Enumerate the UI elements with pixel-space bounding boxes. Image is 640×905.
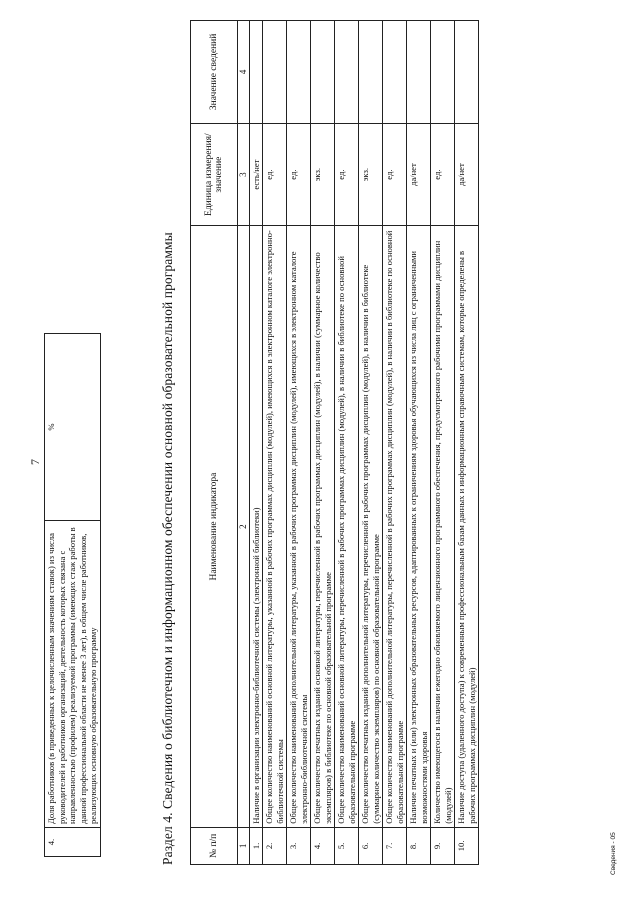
unit-cell: экз.	[359, 123, 383, 226]
table-row	[431, 21, 455, 865]
value-cell[interactable]	[311, 21, 335, 124]
value-cell[interactable]	[383, 21, 407, 124]
header-indicator: Наименование индикатора	[191, 226, 238, 827]
unit-cell: да/нет	[455, 123, 479, 226]
table-row	[383, 21, 407, 865]
indicator-text: Доля работников (в приведенных к целочисленным значениям ставок) из числа руководителей и работников организаций, деятельность которых связана с направленностью (профилем) реализуемой программы (имеющих стаж работы в данной профессиональной области не менее 3 лет), в общем числе работников, реализующих основную образовательную программу	[45, 521, 101, 828]
unit-cell: экз.	[311, 123, 335, 226]
index-cell: 2	[238, 226, 250, 827]
unit-cell: ед.	[335, 123, 359, 226]
index-cell: 4	[238, 21, 250, 124]
row-number: 3.	[287, 827, 311, 864]
unit-cell: ед.	[431, 123, 455, 226]
table-row	[359, 21, 383, 865]
unit-cell: ед.	[287, 123, 311, 226]
header-num: № п/п	[191, 827, 238, 864]
indicator-text: Общее количество печатных изданий основной литературы, перечисленной в рабочих программах дисциплин (модулей), в наличии (суммарное количество экземпляров) в библиотеке по основной образовательной программе	[311, 226, 335, 827]
table-row	[407, 21, 431, 865]
section-title: Раздел 4. Сведения о библиотечном и информационном обеспечении основной образовательной программы	[160, 232, 175, 865]
row-number: 4.	[311, 827, 335, 864]
value-cell[interactable]	[287, 21, 311, 124]
library-info-table	[190, 20, 479, 865]
unit-cell: ед.	[263, 123, 287, 226]
indicator-text: Количество имеющегося в наличии ежегодно обновляемого лицензионного программного обеспечения, предусмотренного рабочими программами дисциплин (модулей)	[431, 226, 455, 827]
value-cell[interactable]	[359, 21, 383, 124]
row-number: 6.	[359, 827, 383, 864]
value-cell[interactable]	[263, 21, 287, 124]
row-number: 7.	[383, 827, 407, 864]
value-cell[interactable]	[407, 21, 431, 124]
unit-cell: %	[45, 334, 101, 521]
indicator-text: Общее количество наименований основной литературы, перечисленной в рабочих программах дисциплин (модулей), в наличии в библиотеке по основной образовательной программе	[335, 226, 359, 827]
indicator-text: Наличие доступа (удаленного доступа) к современным профессиональным базам данных и информационным справочным системам, которые определены в рабочих программах дисциплин (модулей)	[455, 226, 479, 827]
header-row	[191, 21, 238, 865]
indicator-text: Общее количество наименований дополнительной литературы, перечисленной в рабочих программах дисциплин (модулей), в наличии в библиотеке по основной образовательной программе	[383, 226, 407, 827]
row-number: 8.	[407, 827, 431, 864]
row-number: 5.	[335, 827, 359, 864]
indicator-text: Наличие печатных и (или) электронных образовательных ресурсов, адаптированных к ограничениям здоровья обучающихся из числа лиц с ограниченными возможностями здоровья	[407, 226, 431, 827]
header-value: Значение сведений	[191, 21, 238, 124]
top-partial-table	[44, 333, 101, 857]
value-cell[interactable]	[455, 21, 479, 124]
unit-cell: да/нет	[407, 123, 431, 226]
table-row	[311, 21, 335, 865]
row-number: 4.	[45, 828, 101, 857]
indicator-text: Общее количество наименований основной литературы, указанной в рабочих программах дисциплин (модулей), имеющихся в электронном каталоге электронно-библиотечной системы	[263, 226, 287, 827]
row-number: 9.	[431, 827, 455, 864]
value-cell[interactable]	[431, 21, 455, 124]
table-body	[249, 21, 479, 865]
page-number: 7	[28, 459, 42, 465]
row-number: 2.	[263, 827, 287, 864]
table-row	[455, 21, 479, 865]
index-cell: 1	[238, 827, 250, 864]
index-cell: 3	[238, 123, 250, 226]
table-row	[45, 334, 101, 857]
table-row	[287, 21, 311, 865]
table-row	[249, 21, 263, 865]
unit-cell: ед.	[383, 123, 407, 226]
value-cell[interactable]	[249, 21, 263, 124]
value-cell[interactable]	[335, 21, 359, 124]
row-number: 10.	[455, 827, 479, 864]
table-row	[335, 21, 359, 865]
footer-note: Сведения - 05	[610, 832, 617, 875]
header-unit: Единица измерения/ значение	[191, 123, 238, 226]
indicator-text: Наличие в организации электронно-библиотечной системы (электронной библиотеки)	[249, 226, 263, 827]
indicator-text: Общее количество печатных изданий дополнительной литературы, перечисленной в рабочих программах дисциплин (модулей), в наличии в библиотеке (суммарное количество экземпляров) по основной образовательной программе	[359, 226, 383, 827]
index-row	[238, 21, 250, 865]
unit-cell: есть/нет	[249, 123, 263, 226]
indicator-text: Общее количество наименований дополнительной литературы, указанной в рабочих программах дисциплин (модулей), имеющихся в электронном каталоге электронно-библиотечной системы	[287, 226, 311, 827]
row-number: 1.	[249, 827, 263, 864]
table-row	[263, 21, 287, 865]
